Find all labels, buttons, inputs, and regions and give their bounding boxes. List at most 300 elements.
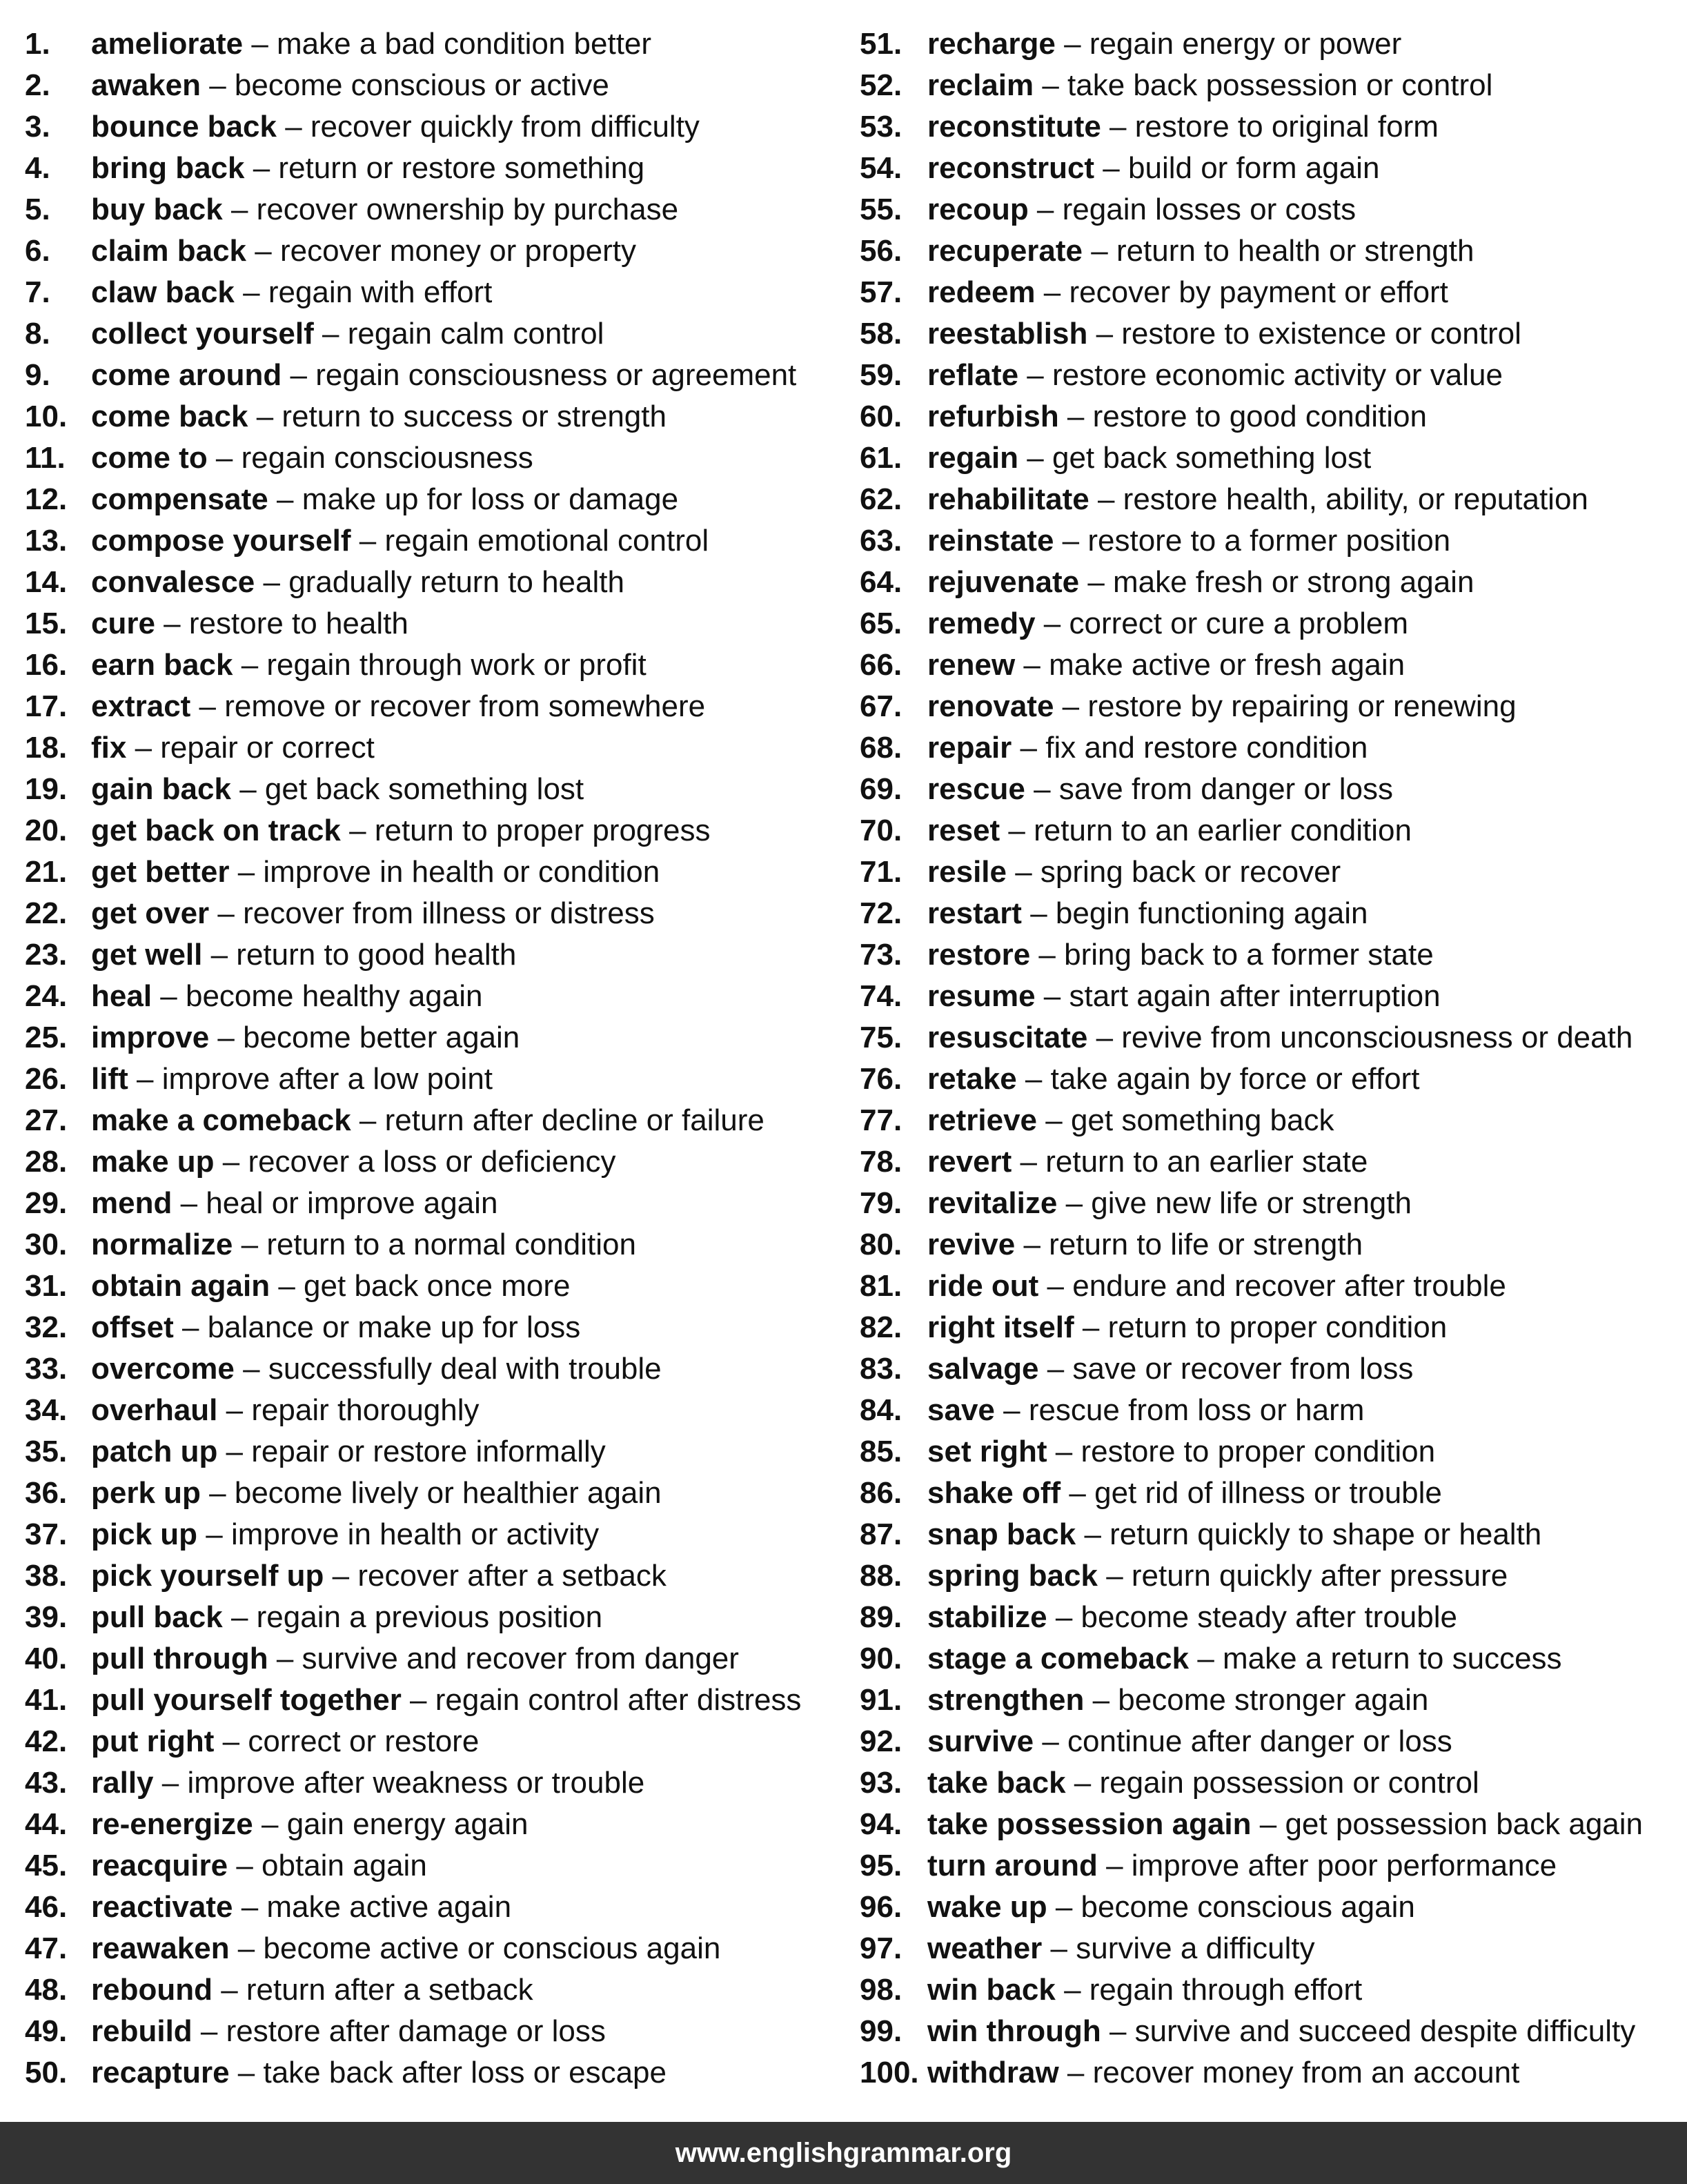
list-item [25,479,832,520]
item-term: rebound [91,1973,213,2007]
item-definition: recover money or property [279,234,636,268]
item-number: 20. [25,814,68,847]
item-separator: – [1018,441,1052,475]
list-item [25,106,832,148]
item-text [927,189,1356,230]
item-term: get better [91,855,230,889]
item-text [927,810,1412,852]
item-term: renovate [927,689,1054,723]
list-item [860,1928,1681,1969]
item-term: revitalize [927,1186,1058,1220]
item-number: 91. [860,1683,902,1717]
list-item [25,769,832,810]
item-definition: return to an earlier state [1045,1145,1368,1179]
item-separator: – [1251,1807,1285,1841]
item-text [927,1390,1364,1431]
item-text [927,1473,1442,1514]
item-text [91,1266,571,1307]
item-separator: – [248,400,282,433]
item-text [91,1431,606,1473]
item-separator: – [1047,1600,1081,1634]
item-separator: – [1012,1145,1046,1179]
item-separator: – [1101,2014,1135,2048]
item-term: come to [91,441,208,475]
item-definition: give new life or strength [1091,1186,1412,1220]
item-text [927,1431,1435,1473]
item-definition: restore by repairing or renewing [1087,689,1517,723]
item-definition: regain consciousness [241,441,533,475]
item-term: mend [91,1186,172,1220]
item-separator: – [234,1352,268,1386]
item-separator: – [200,68,235,102]
item-definition: fix and restore condition [1045,731,1368,765]
item-separator: – [1047,1435,1081,1468]
item-text [927,106,1439,148]
item-number: 74. [860,979,902,1013]
item-number: 84. [860,1393,902,1427]
item-term: regain [927,441,1019,475]
item-separator: – [233,1890,267,1924]
item-text [91,189,678,230]
item-definition: return to life or strength [1049,1228,1363,1261]
item-separator: – [200,1476,235,1510]
item-separator: – [172,1186,206,1220]
item-term: redeem [927,275,1036,309]
item-number: 98. [860,1973,902,2007]
list-item [25,686,832,727]
item-text [91,645,647,686]
item-term: ride out [927,1269,1039,1303]
item-term: withdraw [927,2056,1059,2089]
item-definition: continue after danger or loss [1067,1724,1452,1758]
item-definition: restore health, ability, or reputation [1123,482,1588,516]
item-definition: become stronger again [1118,1683,1429,1717]
list-item [25,645,832,686]
item-term: rescue [927,772,1025,806]
item-number: 24. [25,979,68,1013]
item-number: 59. [860,358,902,392]
item-definition: become lively or healthier again [234,1476,662,1510]
list-item [860,396,1681,437]
item-separator: – [1047,1890,1081,1924]
item-definition: gain energy again [286,1807,529,1841]
item-number: 38. [25,1559,68,1593]
item-number: 53. [860,110,902,144]
item-definition: repair or correct [160,731,375,765]
item-text [91,1307,580,1348]
item-text [927,1887,1415,1928]
item-separator: – [217,1393,252,1427]
list-item [860,437,1681,479]
item-term: wake up [927,1890,1047,1924]
item-number: 42. [25,1724,68,1758]
item-definition: become conscious again [1081,1890,1415,1924]
item-text [91,2011,606,2052]
item-separator: – [401,1683,435,1717]
item-number: 29. [25,1186,68,1220]
item-definition: bring back to a former state [1064,938,1434,972]
item-number: 6. [25,234,50,268]
item-definition: recover after a setback [357,1559,667,1593]
item-separator: – [153,1766,188,1800]
list-item [25,2052,832,2094]
item-term: rally [91,1766,154,1800]
list-item [860,1266,1681,1307]
item-number: 75. [860,1021,902,1054]
item-term: come around [91,358,282,392]
item-definition: rescue from loss or harm [1028,1393,1365,1427]
item-separator: – [1097,1559,1132,1593]
list-item [860,313,1681,355]
item-definition: get back something lost [264,772,584,806]
item-number: 60. [860,400,902,433]
item-term: reinstate [927,524,1054,558]
item-text [927,645,1405,686]
item-text [91,1845,427,1887]
item-term: cure [91,607,155,640]
item-term: set right [927,1435,1047,1468]
item-text [91,1555,667,1597]
item-term: claw back [91,275,235,309]
item-separator: – [276,110,310,144]
list-item [25,1845,832,1887]
item-term: revert [927,1145,1012,1179]
item-definition: balance or make up for loss [207,1310,581,1344]
item-term: win through [927,2014,1101,2048]
list-item [25,1224,832,1266]
item-separator: – [324,1559,358,1593]
item-term: shake off [927,1476,1061,1510]
list-item [25,727,832,769]
item-term: take back [927,1766,1066,1800]
item-number: 23. [25,938,68,972]
item-definition: return to proper condition [1107,1310,1448,1344]
item-number: 81. [860,1269,902,1303]
item-number: 62. [860,482,902,516]
item-text [927,272,1448,313]
item-number: 57. [860,275,902,309]
item-number: 41. [25,1683,68,1717]
list-item [25,189,832,230]
item-text [927,1680,1428,1721]
item-number: 12. [25,482,68,516]
footer-website-link[interactable]: www.englishgrammar.org [675,2138,1012,2168]
item-term: heal [91,979,152,1013]
item-separator: – [1076,1517,1110,1551]
item-separator: – [234,275,268,309]
list-item [860,1183,1681,1224]
item-text [927,1597,1457,1638]
item-text [91,106,700,148]
list-item [25,355,832,396]
item-number: 11. [25,441,66,475]
item-term: remedy [927,607,1036,640]
item-term: revive [927,1228,1016,1261]
item-text [927,1514,1541,1555]
list-item [860,1969,1681,2011]
list-item [25,396,832,437]
item-text [91,1141,616,1183]
item-separator: – [222,193,257,226]
item-text [927,65,1492,106]
item-number: 64. [860,565,902,599]
item-text [91,893,655,934]
list-item [860,1804,1681,1845]
item-definition: improve in health or activity [230,1517,600,1551]
item-text [91,1514,599,1555]
item-text [927,2011,1635,2052]
item-number: 30. [25,1228,68,1261]
list-item [860,934,1681,976]
list-item [860,1100,1681,1141]
item-text [927,437,1371,479]
item-text [927,1348,1413,1390]
item-definition: save or recover from loss [1072,1352,1414,1386]
item-number: 43. [25,1766,68,1800]
item-number: 45. [25,1849,68,1882]
item-separator: – [230,772,265,806]
item-number: 35. [25,1435,68,1468]
item-text [91,562,624,603]
item-term: get back on track [91,814,341,847]
item-separator: – [1037,1103,1071,1137]
item-text [927,686,1517,727]
item-separator: – [1038,1269,1073,1303]
item-number: 8. [25,317,50,351]
item-text [91,1887,511,1928]
list-item [860,1390,1681,1431]
list-item [25,934,832,976]
item-text [91,976,483,1017]
item-text [927,2052,1519,2094]
item-number: 52. [860,68,902,102]
item-text [91,355,796,396]
item-separator: – [1015,648,1049,682]
item-definition: make active or fresh again [1049,648,1405,682]
item-number: 93. [860,1766,902,1800]
item-number: 32. [25,1310,68,1344]
item-text [91,1183,497,1224]
item-term: get over [91,896,210,930]
list-item [25,1721,832,1762]
item-number: 67. [860,689,902,723]
item-number: 95. [860,1849,902,1882]
item-separator: – [1055,1973,1089,2007]
item-term: pick yourself up [91,1559,324,1593]
item-separator: – [214,1145,248,1179]
item-separator: – [233,1228,267,1261]
item-definition: make fresh or strong again [1113,565,1474,599]
list-item [860,1307,1681,1348]
list-item [25,1141,832,1183]
item-text [927,355,1503,396]
item-number: 68. [860,731,902,765]
list-item [860,1348,1681,1390]
item-text [91,437,533,479]
list-item [25,1348,832,1390]
item-definition: regain losses or costs [1062,193,1356,226]
item-definition: regain calm control [347,317,604,351]
item-number: 5. [25,193,50,226]
item-text [91,1928,720,1969]
item-text [91,1597,602,1638]
item-number: 48. [25,1973,68,2007]
list-item [860,520,1681,562]
item-term: weather [927,1931,1043,1965]
list-item [860,1762,1681,1804]
item-definition: become healthy again [185,979,483,1013]
list-item [25,976,832,1017]
item-definition: regain a previous position [256,1600,603,1634]
item-separator: – [1038,1352,1073,1386]
item-definition: return or restore something [278,151,645,185]
item-definition: recover money from an account [1092,2056,1520,2089]
list-item [860,727,1681,769]
item-text [927,727,1368,769]
item-number: 78. [860,1145,902,1179]
item-term: salvage [927,1352,1039,1386]
item-text [91,686,705,727]
item-text [91,727,375,769]
item-definition: regain possession or control [1099,1766,1479,1800]
item-number: 36. [25,1476,68,1510]
item-term: reflate [927,358,1019,392]
item-separator: – [222,1600,257,1634]
item-term: make up [91,1145,215,1179]
item-term: awaken [91,68,201,102]
item-definition: make a return to success [1223,1642,1562,1675]
list-item [860,106,1681,148]
item-definition: get back once more [304,1269,571,1303]
item-separator: – [1101,110,1135,144]
item-text [91,1348,662,1390]
item-text [927,769,1393,810]
item-number: 55. [860,193,902,226]
item-term: recoup [927,193,1029,226]
item-definition: build or form again [1128,151,1380,185]
item-separator: – [1065,1766,1100,1800]
item-separator: – [243,27,277,61]
list-item [860,1555,1681,1597]
item-number: 40. [25,1642,68,1675]
list-item [25,810,832,852]
item-number: 69. [860,772,902,806]
item-term: save [927,1393,995,1427]
item-term: repair [927,731,1012,765]
list-item [860,810,1681,852]
item-definition: recover ownership by purchase [256,193,679,226]
item-number: 46. [25,1890,68,1924]
item-term: stabilize [927,1600,1047,1634]
item-definition: recover by payment or effort [1069,275,1448,309]
item-text [927,1638,1562,1680]
item-definition: restore economic activity or value [1052,358,1503,392]
list-item [860,272,1681,313]
list-item [860,1514,1681,1555]
item-number: 76. [860,1062,902,1096]
item-term: collect yourself [91,317,314,351]
item-term: perk up [91,1476,201,1510]
item-definition: return after decline or failure [384,1103,764,1137]
item-term: reacquire [91,1849,228,1882]
list-item [860,1059,1681,1100]
list-item [860,1638,1681,1680]
item-number: 10. [25,400,68,433]
item-definition: restore to original form [1134,110,1439,144]
item-definition: become active or conscious again [263,1931,721,1965]
item-separator: – [1084,1683,1118,1717]
item-definition: restore to a former position [1087,524,1451,558]
item-definition: start again after interruption [1069,979,1441,1013]
item-separator: – [1097,1849,1132,1882]
item-number: 70. [860,814,902,847]
list-item [25,1680,832,1721]
item-separator: – [253,1807,287,1841]
item-definition: improve after poor performance [1131,1849,1557,1882]
item-term: overcome [91,1352,235,1386]
item-text [91,1473,662,1514]
list-item [25,1887,832,1928]
item-separator: – [1028,193,1063,226]
item-separator: – [152,979,186,1013]
item-separator: – [192,2014,226,2048]
list-item [860,479,1681,520]
item-number: 33. [25,1352,68,1386]
item-definition: regain with effort [268,275,493,309]
item-number: 72. [860,896,902,930]
item-text [927,1100,1334,1141]
item-definition: get rid of illness or trouble [1094,1476,1442,1510]
item-separator: – [1094,151,1128,185]
item-separator: – [268,482,302,516]
item-text [91,1804,529,1845]
item-separator: – [209,896,244,930]
item-number: 79. [860,1186,902,1220]
list-item [25,437,832,479]
item-number: 50. [25,2056,68,2089]
list-item [25,1514,832,1555]
item-term: retrieve [927,1103,1038,1137]
item-separator: – [270,1269,304,1303]
item-definition: survive and succeed despite difficulty [1134,2014,1636,2048]
item-text [927,1141,1368,1183]
item-separator: – [994,1393,1029,1427]
item-separator: – [173,1310,208,1344]
list-item [25,1928,832,1969]
item-number: 39. [25,1600,68,1634]
item-term: rebuild [91,2014,193,2048]
item-separator: – [1189,1642,1223,1675]
item-separator: – [1018,358,1052,392]
item-text [927,1183,1412,1224]
item-definition: get back something lost [1052,441,1372,475]
item-term: normalize [91,1228,233,1261]
item-text [91,1721,479,1762]
list-item [860,686,1681,727]
item-text [927,603,1408,645]
item-separator: – [1060,1476,1095,1510]
item-text [927,1845,1557,1887]
item-text [91,313,604,355]
item-text [927,479,1588,520]
item-separator: – [1030,938,1065,972]
item-definition: return to success or strength [282,400,667,433]
item-text [927,313,1521,355]
item-term: earn back [91,648,233,682]
item-number: 88. [860,1559,902,1593]
list-item [860,2052,1681,2094]
item-text [927,1762,1479,1804]
